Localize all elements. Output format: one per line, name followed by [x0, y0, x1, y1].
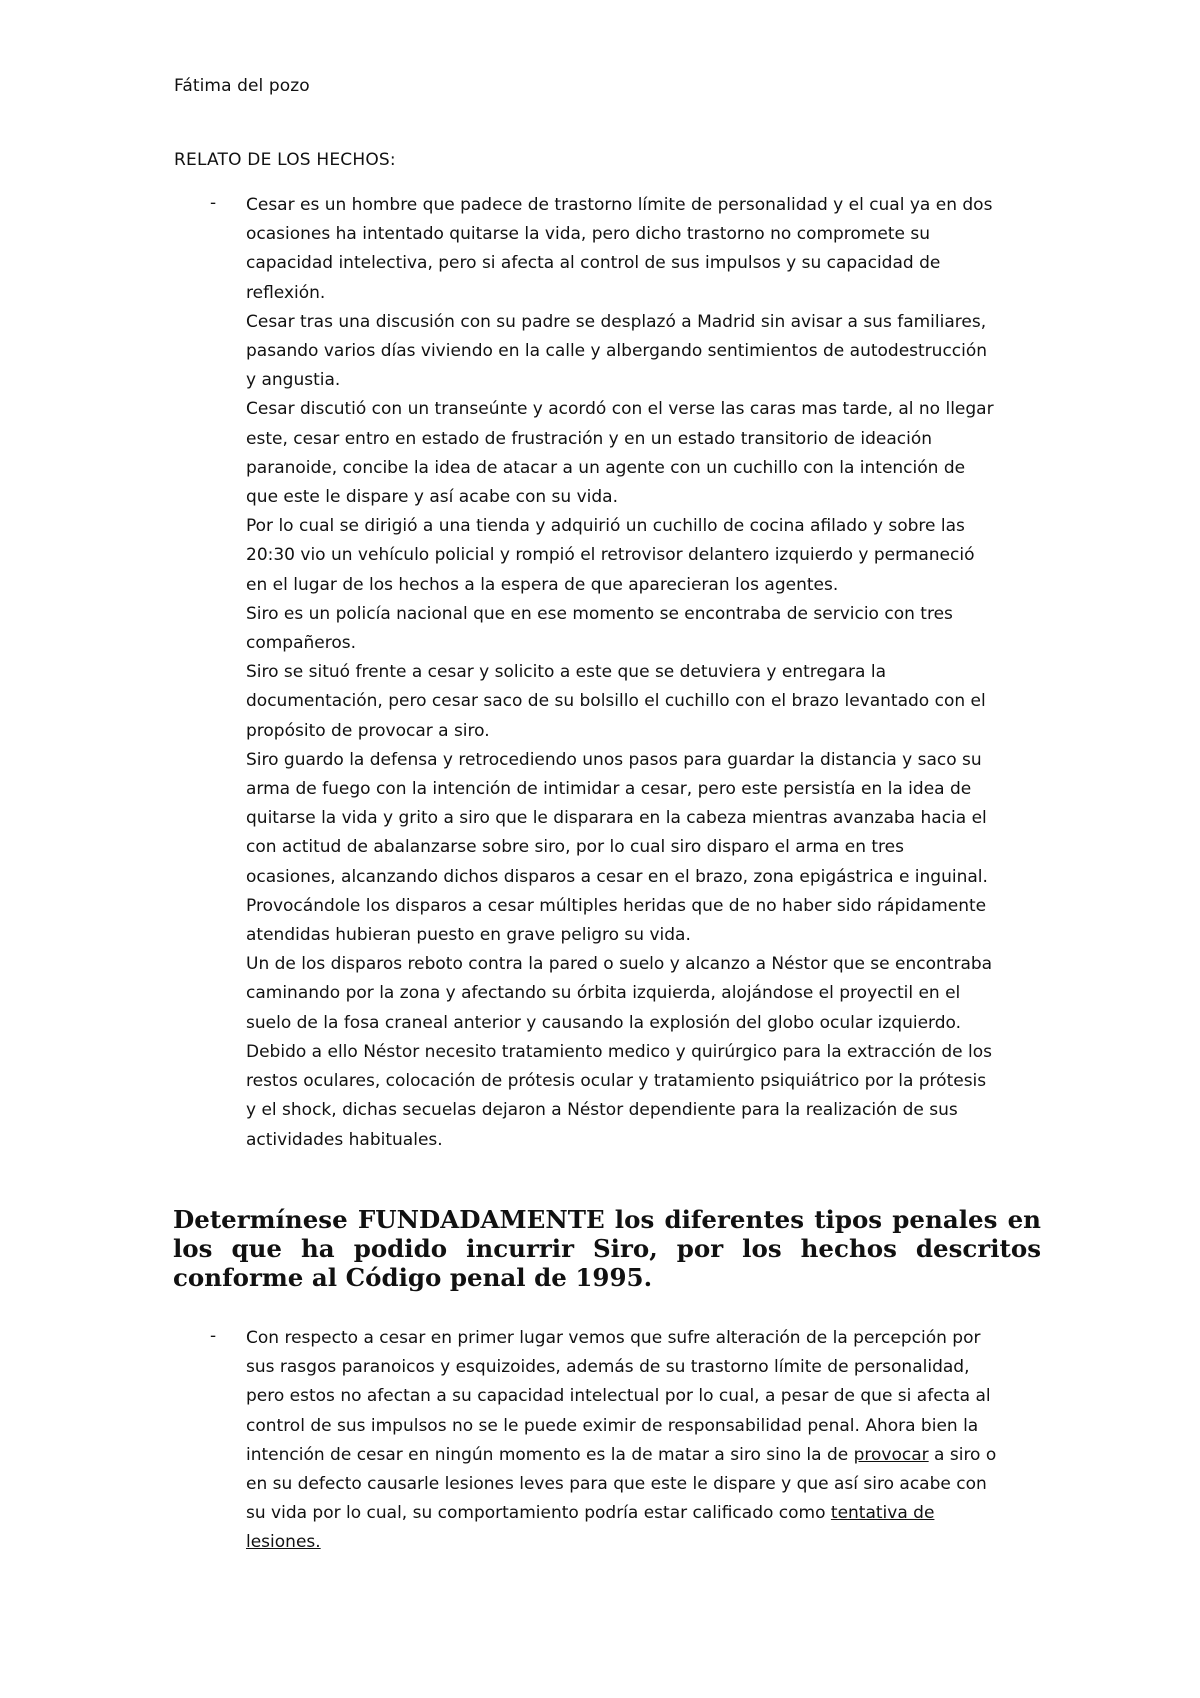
relato-line: ocasiones, alcanzando dichos disparos a cesar en el brazo, zona epigástrica e inguinal. — [246, 866, 988, 887]
heading-line: Determínese FUNDADAMENTE los diferentes tipos penales en — [173, 1205, 1041, 1234]
answer-line: en su defecto causarle lesiones leves para que este le dispare y que así siro acabe con — [246, 1474, 987, 1495]
answer-text: intención de cesar en ningún momento es la de matar a siro sino la de — [246, 1444, 854, 1465]
relato-line: Un de los disparos reboto contra la pared o suelo y alcanzo a Néstor que se encontraba — [246, 954, 993, 975]
relato-line: 20:30 vio un vehículo policial y rompió el retrovisor delantero izquierdo y permaneció — [246, 545, 975, 566]
answer-line — [246, 1528, 1046, 1557]
answer-text: su vida por lo cual, su comportamiento podría estar calificado como — [246, 1503, 831, 1524]
relato-line: ocasiones ha intentado quitarse la vida, pero dicho trastorno no compromete su — [246, 224, 930, 245]
answer-line: sus rasgos paranoicos y esquizoides, además de su trastorno límite de personalidad, — [246, 1357, 970, 1378]
question-heading — [173, 1205, 1041, 1292]
relato-line: Cesar tras una discusión con su padre se desplazó a Madrid sin avisar a sus familiares, — [246, 311, 987, 332]
bullet-dash: - — [210, 193, 217, 213]
answer-line — [246, 1441, 1046, 1470]
relato-line: en el lugar de los hechos a la espera de que aparecieran los agentes. — [246, 574, 839, 595]
section-label-relato: RELATO DE LOS HECHOS: — [174, 150, 396, 170]
relato-line: suelo de la fosa craneal anterior y causando la explosión del globo ocular izquierdo. — [246, 1012, 962, 1033]
author-name: Fátima del pozo — [174, 76, 310, 96]
relato-line: y el shock, dichas secuelas dejaron a Néstor dependiente para la realización de sus — [246, 1100, 958, 1121]
answer-line: Con respecto a cesar en primer lugar vemos que sufre alteración de la percepción por — [246, 1328, 981, 1348]
relato-line: Siro es un policía nacional que en ese momento se encontraba de servicio con tres — [246, 603, 953, 624]
relato-line: y angustia. — [246, 370, 341, 391]
relato-line: reflexión. — [246, 282, 326, 303]
answer-line — [246, 1499, 1046, 1528]
relato-line: Cesar es un hombre que padece de trastorno límite de personalidad y el cual ya en dos — [246, 195, 993, 215]
relato-paragraphs — [246, 191, 1046, 1155]
underlined-term: lesiones. — [246, 1532, 321, 1553]
answer-line: control de sus impulsos no se le puede eximir de responsabilidad penal. Ahora bien la — [246, 1415, 979, 1436]
underlined-term: tentativa de — [830, 1503, 935, 1524]
bullet-dash: - — [210, 1326, 217, 1346]
relato-line: atendidas hubieran puesto en grave peligro su vida. — [246, 925, 691, 946]
answer-paragraph — [246, 1324, 1046, 1558]
underlined-term: provocar — [853, 1444, 929, 1465]
relato-line: Cesar discutió con un transeúnte y acordó con el verse las caras mas tarde, al no llegar — [246, 399, 994, 420]
relato-line: compañeros. — [246, 633, 357, 654]
relato-line: documentación, pero cesar saco de su bolsillo el cuchillo con el brazo levantado con el — [246, 691, 986, 712]
relato-line: propósito de provocar a siro. — [246, 720, 490, 741]
relato-line: arma de fuego con la intención de intimidar a cesar, pero este persistía en la idea de — [246, 779, 972, 800]
relato-line: capacidad intelectiva, pero si afecta al control de sus impulsos y su capacidad de — [246, 253, 941, 274]
relato-line: quitarse la vida y grito a siro que le disparara en la cabeza mientras avanzaba hacia el — [246, 808, 987, 829]
relato-line: Debido a ello Néstor necesito tratamiento medico y quirúrgico para la extracción de los — [246, 1041, 992, 1062]
relato-line: Siro guardo la defensa y retrocediendo unos pasos para guardar la distancia y saco su — [246, 749, 982, 770]
relato-line: pasando varios días viviendo en la calle y albergando sentimientos de autodestrucción — [246, 341, 988, 362]
relato-line: que este le dispare y así acabe con su vida. — [246, 487, 618, 508]
relato-line: actividades habituales. — [246, 1129, 443, 1150]
heading-line: conforme al Código penal de 1995. — [173, 1263, 653, 1292]
answer-line: pero estos no afectan a su capacidad intelectual por lo cual, a pesar de que si afecta al — [246, 1386, 991, 1407]
relato-line: este, cesar entro en estado de frustración y en un estado transitorio de ideación — [246, 428, 933, 449]
relato-line: caminando por la zona y afectando su órbita izquierda, alojándose el proyectil en el — [246, 983, 961, 1004]
answer-text: a siro o — [928, 1444, 997, 1465]
relato-line: restos oculares, colocación de prótesis ocular y tratamiento psiquiátrico por la prótesis — [246, 1071, 987, 1092]
relato-line: con actitud de abalanzarse sobre siro, por lo cual siro disparo el arma en tres — [246, 837, 904, 858]
relato-line: paranoide, concibe la idea de atacar a un agente con un cuchillo con la intención de — [246, 457, 966, 478]
relato-line: Provocándole los disparos a cesar múltiples heridas que de no haber sido rápidamente — [246, 895, 987, 916]
heading-line: los que ha podido incurrir Siro, por los hechos descritos — [173, 1234, 1041, 1263]
relato-line: Siro se situó frente a cesar y solicito a este que se detuviera y entregara la — [246, 662, 886, 683]
relato-line: Por lo cual se dirigió a una tienda y adquirió un cuchillo de cocina afilado y sobre las — [246, 516, 965, 537]
